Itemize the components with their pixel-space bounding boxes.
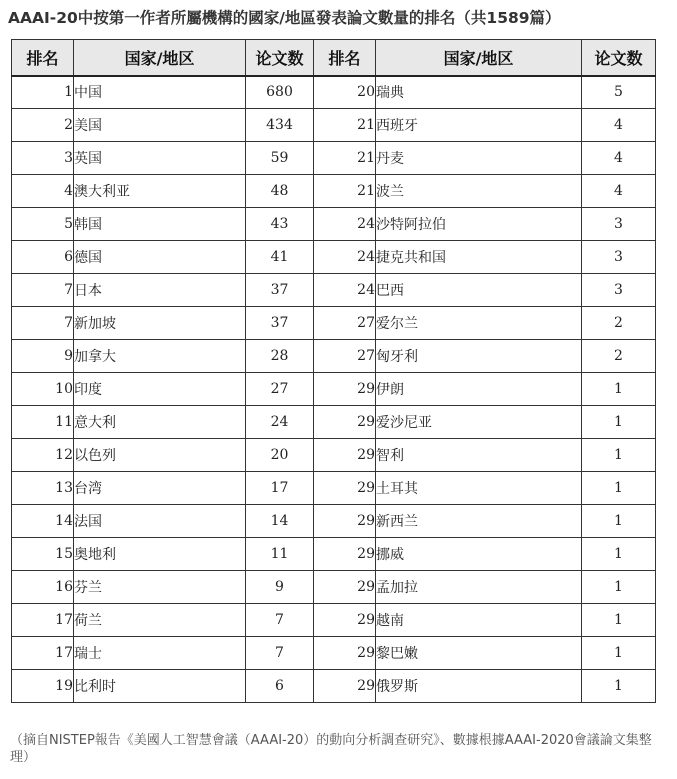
count-cell-right: 1 — [582, 571, 656, 604]
count-cell: 17 — [246, 472, 314, 505]
country-cell-right: 爱沙尼亚 — [376, 406, 582, 439]
rank-cell: 7 — [12, 274, 74, 307]
header-country-right: 国家/地区 — [376, 40, 582, 76]
rank-cell-right: 27 — [314, 307, 376, 340]
country-cell: 德国 — [74, 241, 246, 274]
count-cell: 680 — [246, 76, 314, 109]
table-header-row — [12, 40, 656, 76]
source-footnote: （摘自NISTEP報告《美國人工智慧會議（AAAI-20）的動向分析調查研究》、數據根據AAAI-2020會議論文集整理） — [10, 733, 652, 765]
country-cell-right: 沙特阿拉伯 — [376, 208, 582, 241]
country-cell-right: 巴西 — [376, 274, 582, 307]
count-cell: 9 — [246, 571, 314, 604]
country-cell-right: 黎巴嫩 — [376, 637, 582, 670]
rank-cell: 6 — [12, 241, 74, 274]
count-cell-right: 1 — [582, 472, 656, 505]
table-row — [12, 142, 656, 175]
rank-cell-right: 29 — [314, 670, 376, 703]
table-row — [12, 373, 656, 406]
table-row — [12, 175, 656, 208]
count-cell: 41 — [246, 241, 314, 274]
count-cell-right: 5 — [582, 76, 656, 109]
country-cell: 加拿大 — [74, 340, 246, 373]
rank-cell: 13 — [12, 472, 74, 505]
count-cell-right: 1 — [582, 637, 656, 670]
count-cell: 43 — [246, 208, 314, 241]
country-cell: 台湾 — [74, 472, 246, 505]
country-cell: 以色列 — [74, 439, 246, 472]
count-cell-right: 1 — [582, 406, 656, 439]
table-row — [12, 439, 656, 472]
rank-cell: 12 — [12, 439, 74, 472]
country-cell: 韩国 — [74, 208, 246, 241]
rank-cell: 2 — [12, 109, 74, 142]
table-row — [12, 505, 656, 538]
rank-cell: 17 — [12, 604, 74, 637]
country-cell-right: 越南 — [376, 604, 582, 637]
count-cell-right: 3 — [582, 274, 656, 307]
count-cell-right: 1 — [582, 538, 656, 571]
rank-cell-right: 29 — [314, 505, 376, 538]
count-cell: 59 — [246, 142, 314, 175]
count-cell: 37 — [246, 274, 314, 307]
rank-cell-right: 29 — [314, 439, 376, 472]
country-cell-right: 孟加拉 — [376, 571, 582, 604]
rank-cell: 5 — [12, 208, 74, 241]
rank-cell: 1 — [12, 76, 74, 109]
rank-cell-right: 29 — [314, 571, 376, 604]
country-cell-right: 新西兰 — [376, 505, 582, 538]
count-cell-right: 3 — [582, 208, 656, 241]
country-cell: 法国 — [74, 505, 246, 538]
count-cell: 7 — [246, 604, 314, 637]
count-cell-right: 1 — [582, 604, 656, 637]
rank-cell: 16 — [12, 571, 74, 604]
rank-cell-right: 24 — [314, 274, 376, 307]
count-cell-right: 4 — [582, 175, 656, 208]
count-cell-right: 2 — [582, 340, 656, 373]
country-cell-right: 波兰 — [376, 175, 582, 208]
rank-cell-right: 21 — [314, 109, 376, 142]
country-cell-right: 伊朗 — [376, 373, 582, 406]
table-row — [12, 76, 656, 109]
rank-cell-right: 29 — [314, 472, 376, 505]
rank-cell-right: 20 — [314, 76, 376, 109]
rank-cell: 3 — [12, 142, 74, 175]
country-cell: 新加坡 — [74, 307, 246, 340]
table-row — [12, 571, 656, 604]
rank-cell-right: 27 — [314, 340, 376, 373]
count-cell-right: 4 — [582, 142, 656, 175]
table-row — [12, 604, 656, 637]
country-cell: 比利时 — [74, 670, 246, 703]
count-cell: 434 — [246, 109, 314, 142]
country-cell: 意大利 — [74, 406, 246, 439]
ranking-table — [11, 39, 656, 703]
count-cell: 48 — [246, 175, 314, 208]
country-cell: 英国 — [74, 142, 246, 175]
country-cell: 奥地利 — [74, 538, 246, 571]
table-row — [12, 274, 656, 307]
count-cell: 11 — [246, 538, 314, 571]
country-cell: 美国 — [74, 109, 246, 142]
rank-cell: 10 — [12, 373, 74, 406]
rank-cell-right: 29 — [314, 406, 376, 439]
header-rank: 排名 — [12, 40, 74, 76]
table-row — [12, 241, 656, 274]
country-cell: 中国 — [74, 76, 246, 109]
rank-cell-right: 29 — [314, 538, 376, 571]
rank-cell: 15 — [12, 538, 74, 571]
table-row — [12, 637, 656, 670]
table-row — [12, 472, 656, 505]
count-cell-right: 1 — [582, 505, 656, 538]
count-cell-right: 1 — [582, 670, 656, 703]
count-cell-right: 2 — [582, 307, 656, 340]
rank-cell-right: 24 — [314, 241, 376, 274]
header-country: 国家/地区 — [74, 40, 246, 76]
header-count: 论文数 — [246, 40, 314, 76]
rank-cell-right: 21 — [314, 175, 376, 208]
rank-cell: 4 — [12, 175, 74, 208]
header-rank-right: 排名 — [314, 40, 376, 76]
page-title: AAAI-20中按第一作者所屬機構的國家/地區發表論文數量的排名（共1589篇） — [8, 9, 561, 27]
count-cell: 20 — [246, 439, 314, 472]
table-row — [12, 208, 656, 241]
count-cell-right: 1 — [582, 373, 656, 406]
table-row — [12, 538, 656, 571]
country-cell: 日本 — [74, 274, 246, 307]
table-body — [12, 76, 656, 703]
table-row — [12, 340, 656, 373]
count-cell: 7 — [246, 637, 314, 670]
table-row — [12, 670, 656, 703]
country-cell-right: 土耳其 — [376, 472, 582, 505]
country-cell-right: 丹麦 — [376, 142, 582, 175]
rank-cell-right: 21 — [314, 142, 376, 175]
count-cell: 28 — [246, 340, 314, 373]
rank-cell: 7 — [12, 307, 74, 340]
country-cell-right: 瑞典 — [376, 76, 582, 109]
count-cell-right: 4 — [582, 109, 656, 142]
table-row — [12, 406, 656, 439]
rank-cell: 9 — [12, 340, 74, 373]
header-count-right: 论文数 — [582, 40, 656, 76]
count-cell: 6 — [246, 670, 314, 703]
table-row — [12, 109, 656, 142]
country-cell: 澳大利亚 — [74, 175, 246, 208]
country-cell: 芬兰 — [74, 571, 246, 604]
country-cell-right: 挪威 — [376, 538, 582, 571]
country-cell: 荷兰 — [74, 604, 246, 637]
rank-cell-right: 29 — [314, 373, 376, 406]
country-cell: 瑞士 — [74, 637, 246, 670]
count-cell: 14 — [246, 505, 314, 538]
table-row — [12, 307, 656, 340]
rank-cell-right: 29 — [314, 637, 376, 670]
count-cell-right: 1 — [582, 439, 656, 472]
rank-cell-right: 29 — [314, 604, 376, 637]
country-cell-right: 匈牙利 — [376, 340, 582, 373]
country-cell-right: 智利 — [376, 439, 582, 472]
country-cell-right: 捷克共和国 — [376, 241, 582, 274]
country-cell-right: 西班牙 — [376, 109, 582, 142]
count-cell: 37 — [246, 307, 314, 340]
country-cell-right: 爱尔兰 — [376, 307, 582, 340]
country-cell-right: 俄罗斯 — [376, 670, 582, 703]
count-cell-right: 3 — [582, 241, 656, 274]
count-cell: 24 — [246, 406, 314, 439]
rank-cell: 11 — [12, 406, 74, 439]
country-cell: 印度 — [74, 373, 246, 406]
rank-cell: 17 — [12, 637, 74, 670]
rank-cell-right: 24 — [314, 208, 376, 241]
count-cell: 27 — [246, 373, 314, 406]
rank-cell: 19 — [12, 670, 74, 703]
rank-cell: 14 — [12, 505, 74, 538]
